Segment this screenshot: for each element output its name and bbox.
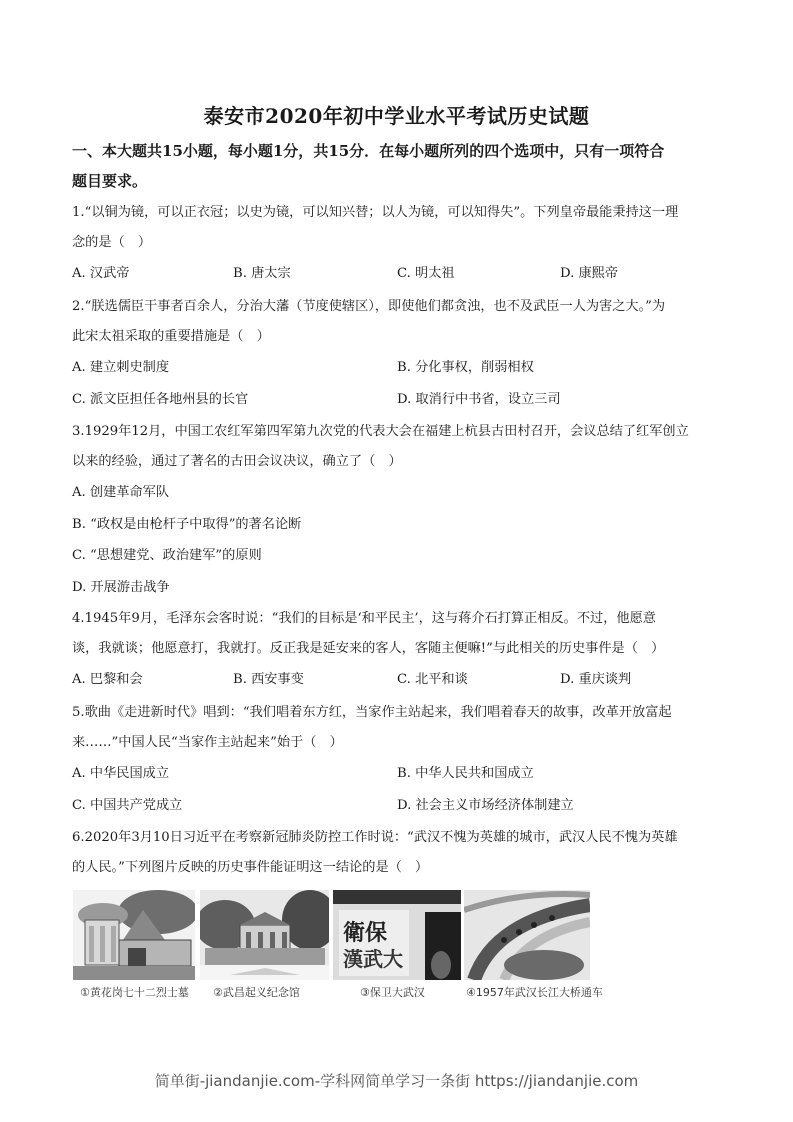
- section-header-line1: 一、本大题共15小题，每小题1分，共15分．在每小题所列的四个选项中，只有一项符合: [72, 142, 665, 160]
- question-3-line1: 3.1929年12月，中国工农红军第四军第九次党的代表大会在福建上杭县古田村召开，会议总结了红军创立: [72, 424, 689, 439]
- photo-caption-2: ②武昌起义纪念馆: [213, 986, 300, 999]
- question-2-option-b: B. 分化事权，削弱相权: [397, 360, 534, 375]
- footer-watermark: 简单街-jiandanjie.com-学科网简单学习一条街 https://jiandanjie.com: [154, 1072, 639, 1090]
- svg-text:衛保: 衛保: [343, 921, 388, 946]
- photo-caption-1: ①黄花岗七十二烈士墓: [80, 986, 189, 999]
- question-1-line1: 1.“以铜为镜，可以正衣冠；以史为镜，可以知兴替；以人为镜，可以知得失”。下列皇帝最能秉持这一理: [72, 205, 679, 220]
- wall-slogan-photo-icon: [333, 890, 461, 980]
- question-3-option-b: B. “政权是由枪杆子中取得”的著名论断: [72, 517, 302, 532]
- question-4-option-c: C. 北平和谈: [397, 672, 468, 687]
- question-5-line1: 5.歌曲《走进新时代》唱到：“我们唱着东方红，当家作主站起来，我们唱着春天的故事，改革开放富起: [72, 705, 672, 720]
- question-5-option-c: C. 中国共产党成立: [72, 798, 183, 813]
- page-title: 泰安市2020年初中学业水平考试历史试题: [203, 104, 590, 128]
- bridge-photo-icon: [464, 890, 590, 980]
- question-4-option-b: B. 西安事变: [233, 672, 304, 687]
- question-2-line2: 此宋太祖采取的重要措施是（ ）: [72, 329, 270, 344]
- section-header-line2: 题目要求。: [72, 172, 148, 190]
- svg-text:漢武大: 漢武大: [343, 947, 403, 971]
- photo-caption-4: ④1957年武汉长江大桥通车: [466, 986, 603, 999]
- question-1-option-a: A. 汉武帝: [72, 266, 130, 281]
- memorial-photo-icon: [73, 890, 195, 980]
- question-6-line1: 6.2020年3月10日习近平在考察新冠肺炎防控工作时说：“武汉不愧为英雄的城市，武汉人民不愧为英雄: [72, 830, 678, 845]
- question-3-option-d: D. 开展游击战争: [72, 580, 170, 595]
- question-1-line2: 念的是（ ）: [72, 235, 152, 250]
- question-3-option-c: C. “思想建党、政治建军”的原则: [72, 548, 262, 563]
- question-4-line2: 谈，我就谈；他愿意打，我就打。反正我是延安来的客人，客随主便嘛!”与此相关的历史事件是（ ）: [72, 641, 665, 656]
- question-5-option-a: A. 中华民国成立: [72, 766, 170, 781]
- question-5-line2: 来……”中国人民“当家作主站起来”始于（ ）: [72, 735, 343, 750]
- question-2-option-d: D. 取消行中书省，设立三司: [397, 392, 561, 407]
- question-1-option-d: D. 康熙帝: [560, 266, 619, 281]
- question-2-option-a: A. 建立刺史制度: [72, 360, 170, 375]
- question-3-line2: 以来的经验，通过了著名的古田会议决议，确立了（ ）: [72, 454, 402, 469]
- building-photo-icon: [200, 890, 329, 980]
- question-4-option-a: A. 巴黎和会: [72, 672, 143, 687]
- question-2-line1: 2.“朕选儒臣干事者百余人，分治大藩（节度使辖区），即使他们都贪浊，也不及武臣一人为害之大。”为: [72, 299, 666, 314]
- question-2-option-c: C. 派文臣担任各地州县的长官: [72, 392, 249, 407]
- question-1-option-c: C. 明太祖: [397, 266, 455, 281]
- question-4-option-d: D. 重庆谈判: [560, 672, 632, 687]
- question-5-option-d: D. 社会主义市场经济体制建立: [397, 798, 574, 813]
- question-4-line1: 4.1945年9月，毛泽东会客时说：“我们的目标是‘和平民主’，这与蒋介石打算正相反。不过，他愿意: [72, 611, 656, 626]
- photo-caption-3: ③保卫大武汉: [360, 986, 425, 999]
- question-6-line2: 的人民。”下列图片反映的历史事件能证明这一结论的是（ ）: [72, 860, 429, 875]
- question-1-option-b: B. 唐太宗: [233, 266, 291, 281]
- question-5-option-b: B. 中华人民共和国成立: [397, 766, 534, 781]
- question-3-option-a: A. 创建革命军队: [72, 485, 170, 500]
